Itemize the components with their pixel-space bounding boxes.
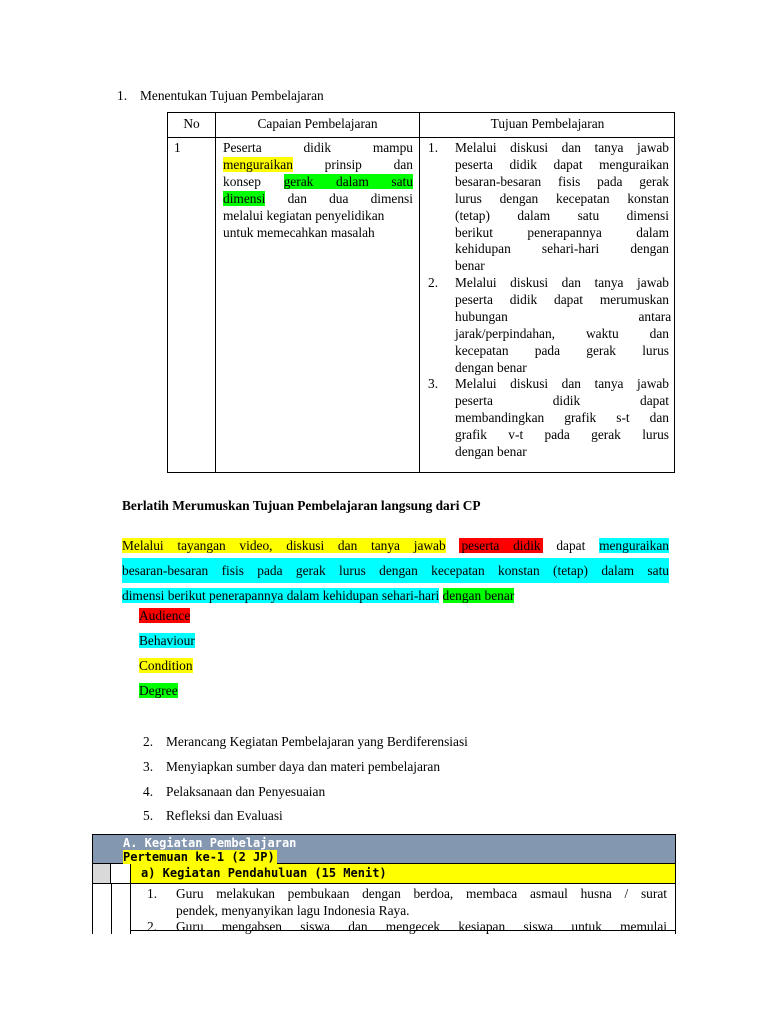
tujuan-list: 1. Melalui diskusi dan tanya jawab peserta didik dapat menguraikan besaran-besaran fisis pada gerak lurus dengan kecepatan konstan (tetap) dalam satu dimensi berikut penerapannya dalam kehidupan sehari-hari dengan benar 2. Melalui diskusi dan tanya jawab peserta didik dapat merumuskan hubungan antara jarak/perpindahan, waktu dan kecepatan pada gerak lurus dengan benar 3. Melalui diskusi dan tanya jawab peserta didik dapat membandingkan grafik s-t dan grafik v-t pada gerak lurus dengan benar <box>428 140 672 459</box>
practice-paragraph <box>122 533 669 608</box>
capaian-line: menguraikan prinsip dan <box>223 156 413 172</box>
behaviour-segment: dimensi berikut penerapannya dalam kehidupan sehari-hari <box>122 588 440 603</box>
intro-activity-label: a) Kegiatan Pendahuluan (15 Menit) <box>141 866 387 880</box>
capaian-line: konsep gerak dalam satu <box>223 173 413 189</box>
practice-title: Berlatih Merumuskan Tujuan Pembelajaran langsung dari CP <box>122 498 481 513</box>
legend-behaviour: Behaviour <box>139 633 195 648</box>
condition-segment: Melalui tayangan video, diskusi dan tanya jawab <box>122 538 446 553</box>
activities-body: 1. Guru melakukan pembukaan dengan berdoa, membaca asmaul husna / surat pendek, menyanyikan lagu Indonesia Raya. 2. Guru mengabsen siswa dan mengecek kesiapan siswa untuk memulai <box>92 884 676 934</box>
audience-segment: peserta didik <box>461 538 541 553</box>
legend-condition: Condition <box>139 658 193 673</box>
highlight-behaviour: menguraikan <box>223 156 293 172</box>
behaviour-segment: menguraikan <box>599 538 669 553</box>
section-title: Menentukan Tujuan Pembelajaran <box>140 88 324 103</box>
legend-audience: Audience <box>139 608 191 623</box>
legend-degree: Degree <box>139 683 178 698</box>
activities-header <box>92 834 676 864</box>
capaian-line: melalui kegiatan penyelidikan <box>223 207 385 223</box>
header-capaian: Capaian Pembelajaran <box>257 116 378 131</box>
degree-segment: dengan benar <box>442 588 515 603</box>
header-tujuan: Tujuan Pembelajaran <box>490 116 605 131</box>
activities-subheader <box>92 864 676 884</box>
behaviour-segment: besaran-besaran fisis pada gerak lurus dengan kecepatan konstan (tetap) dalam satu <box>122 558 669 583</box>
highlight-content: gerak dalam satu <box>283 173 413 189</box>
highlight-content: dimensi <box>223 190 266 206</box>
practice-line: Melalui tayangan video, diskusi dan tanya jawab peserta didik dapat menguraikan <box>122 538 669 553</box>
row-number: 1 <box>174 140 181 155</box>
meeting-title: Pertemuan ke-1 (2 JP) <box>123 850 275 864</box>
learning-objectives-table <box>167 112 675 473</box>
section-number: 1. <box>117 88 128 103</box>
capaian-line: untuk memecahkan masalah <box>223 224 375 240</box>
practice-line <box>122 583 669 608</box>
activities-table <box>92 834 676 934</box>
capaian-line: Peserta didik mampu <box>223 140 413 155</box>
capaian-text <box>223 140 413 241</box>
header-no: No <box>183 116 200 131</box>
activities-title: A. Kegiatan Pembelajaran <box>123 836 297 850</box>
capaian-line: dimensi dan dua dimensi <box>223 190 413 206</box>
